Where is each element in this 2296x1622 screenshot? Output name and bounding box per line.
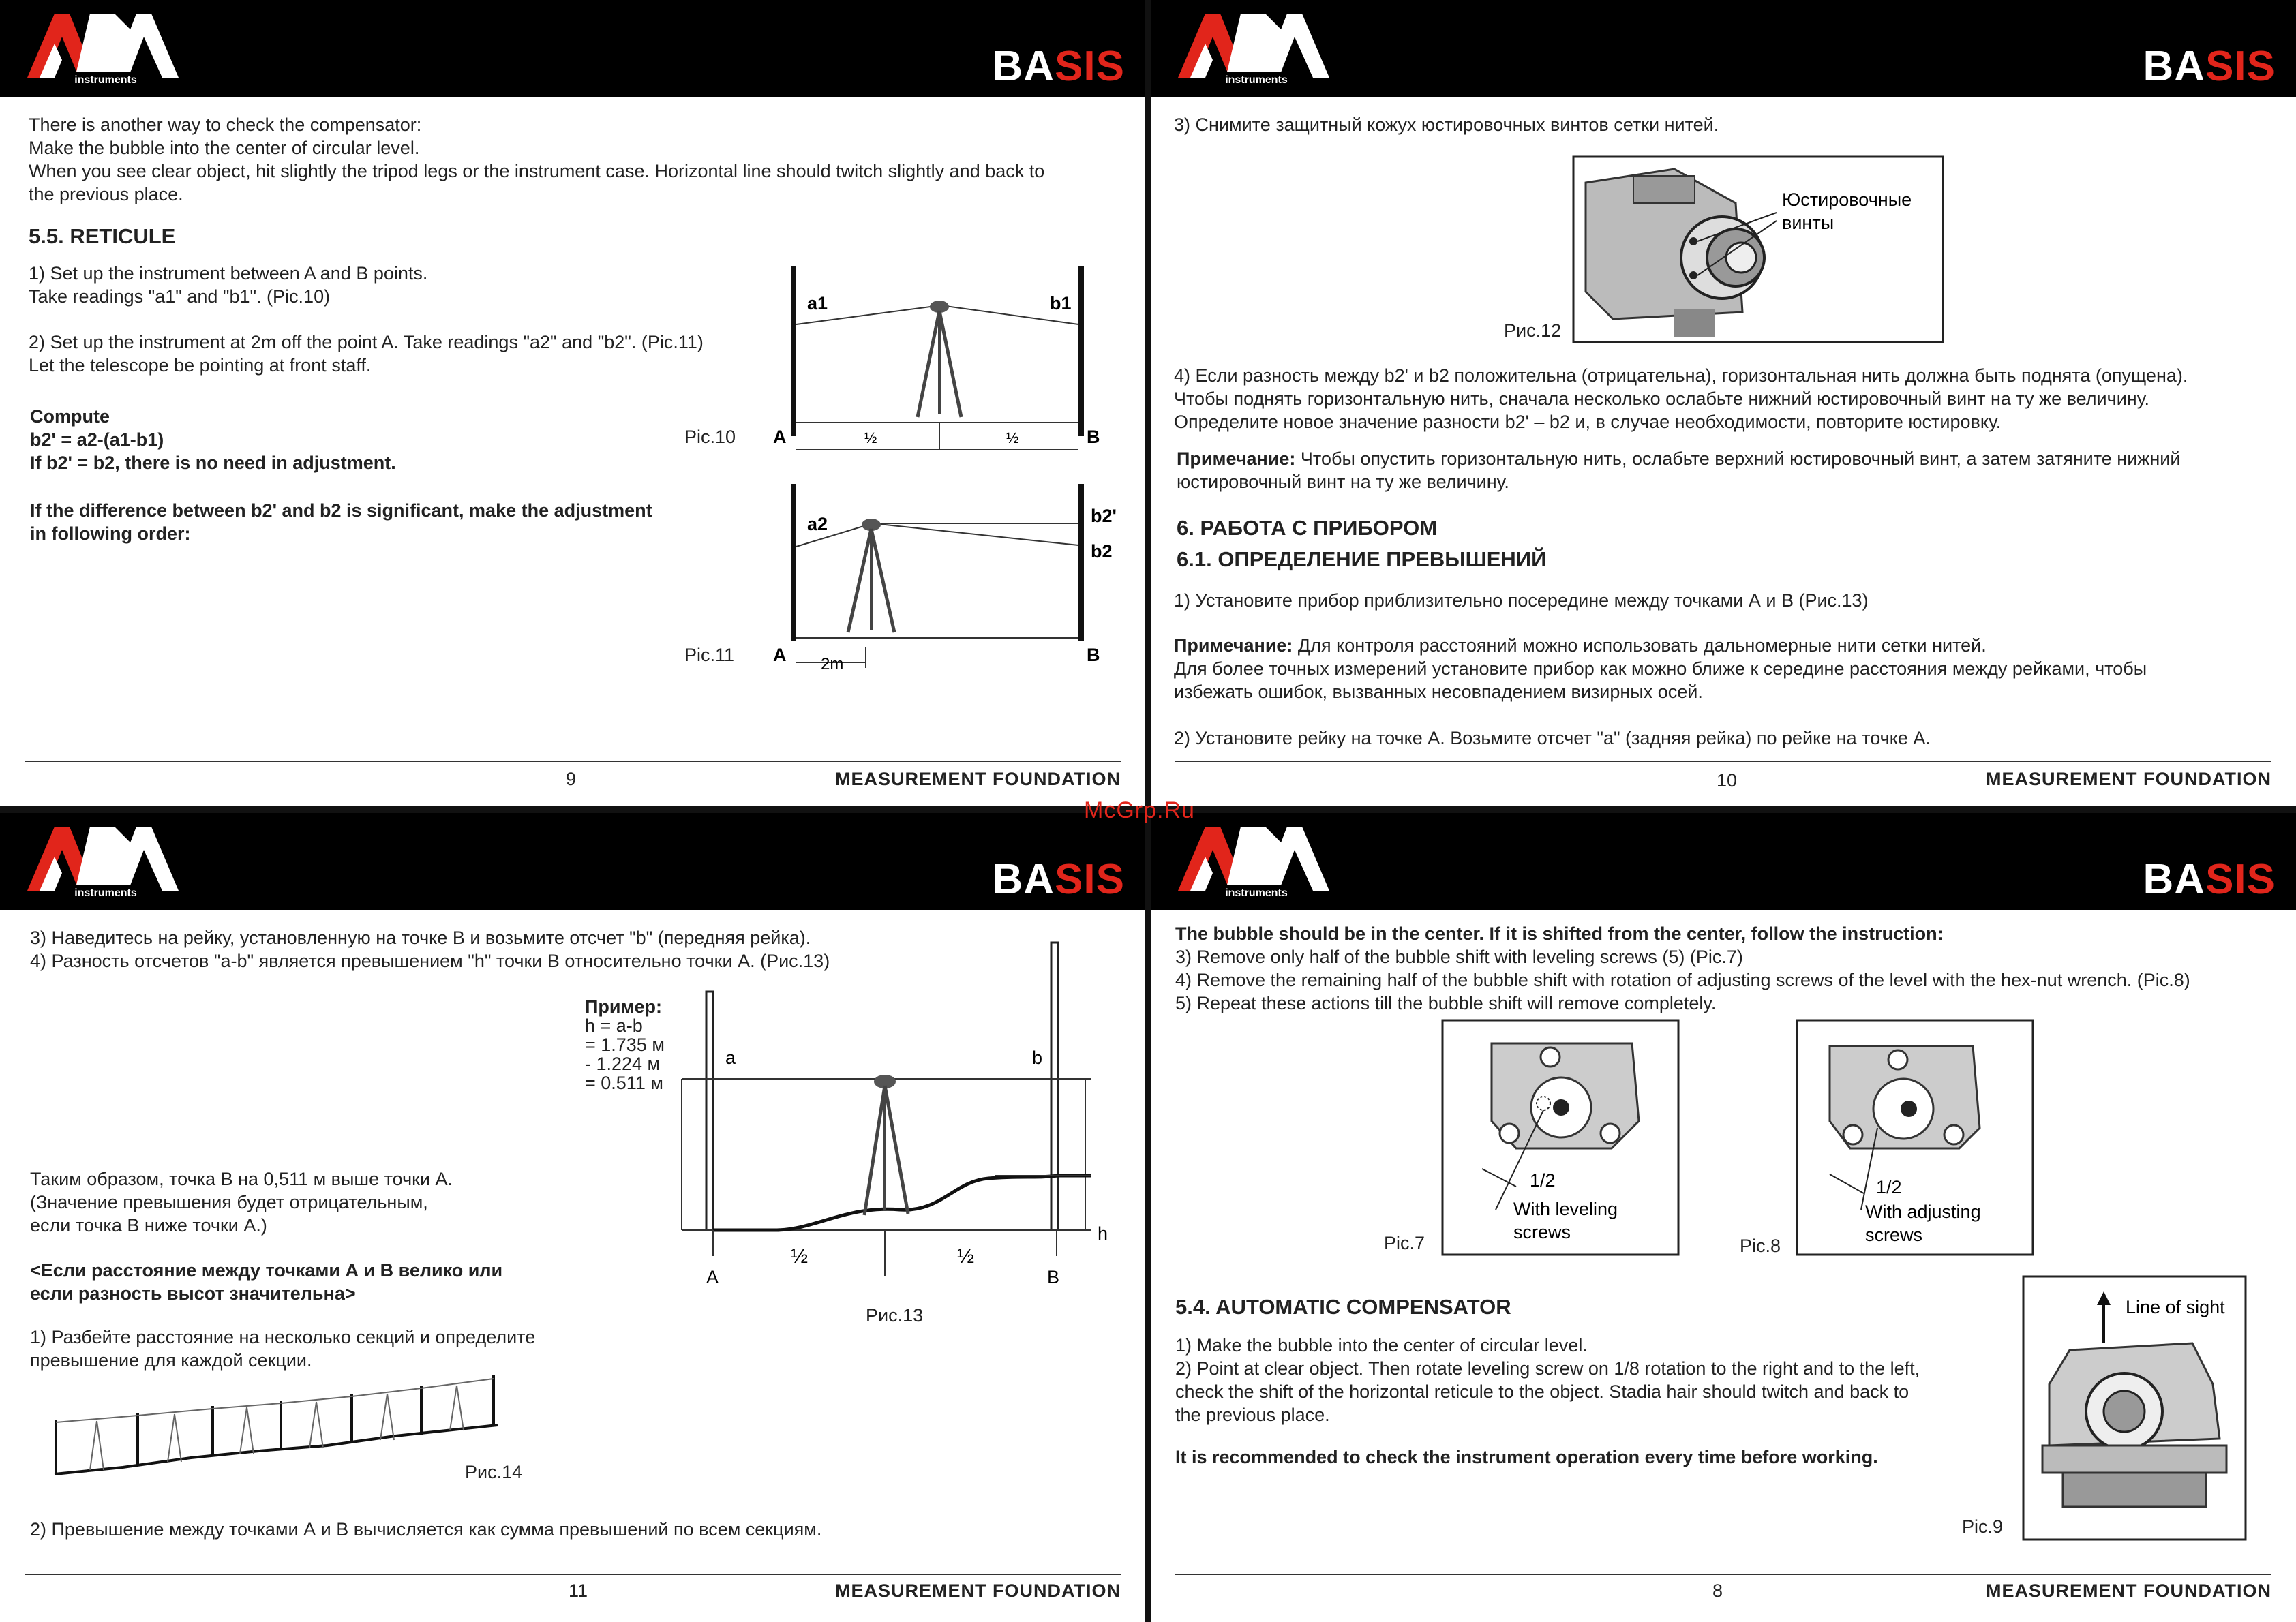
label-A: A xyxy=(773,645,787,665)
label-half: ½ xyxy=(957,1245,975,1268)
pic8-half: 1/2 xyxy=(1876,1177,1902,1197)
footer-title: MEASUREMENT FOUNDATION xyxy=(835,1580,1121,1601)
pic13-caption: Рис.13 xyxy=(866,1305,924,1326)
section-heading: 5.5. RETICULE xyxy=(29,224,176,248)
footer-title: MEASUREMENT FOUNDATION xyxy=(1986,1580,2271,1601)
compensator-steps: 1) Make the bubble into the center of circular level. 2) Point at clear object. Then rotate leveling screw on 1/8 rotation to the right and to the left, check the shift of the horizontal reticule to the object. Stadia hair should twitch and back to the previous place. xyxy=(1175,1335,1920,1425)
label-B: B xyxy=(1087,645,1100,665)
basis-logo: BASIS xyxy=(2143,43,2276,90)
label-half: ½ xyxy=(791,1245,809,1268)
pic8-caption: Pic.8 xyxy=(1740,1236,1781,1256)
pic9-caption: Pic.9 xyxy=(1962,1516,2004,1537)
example-block: Пример: h = a-b = 1.735 м - 1.224 м = 0.511 м xyxy=(585,996,665,1093)
pic14-caption: Рис.14 xyxy=(465,1462,523,1482)
pic7-caption: Pic.7 xyxy=(1384,1233,1425,1253)
compute-block: Compute b2' = a2-(a1-b1) If b2' = b2, there is no need in adjustment. xyxy=(30,406,396,473)
pic7-image xyxy=(1441,1019,1680,1256)
footer-rule xyxy=(25,761,1121,762)
label-2m: 2m xyxy=(821,655,844,673)
label-b: b xyxy=(1032,1047,1043,1068)
page-header xyxy=(1151,813,2296,910)
basis-logo: BASIS xyxy=(992,856,1125,903)
ada-logo xyxy=(27,10,184,89)
label-A: A xyxy=(773,427,787,447)
ada-logo xyxy=(1178,823,1335,902)
label-b2-prime: b2' xyxy=(1091,506,1117,526)
pic9-image xyxy=(2022,1275,2247,1541)
footer-rule xyxy=(25,1574,1121,1575)
result-text: Таким образом, точка В на 0,511 м выше точки А. (Значение превышения будет отрицательным, если точка В ниже точки А.) xyxy=(30,1169,453,1236)
pic14-diagram xyxy=(48,1372,511,1495)
step-1: 1) Set up the instrument between A and B points. Take readings "a1" and "b1". (Pic.10) xyxy=(29,263,428,307)
pic12-image xyxy=(1572,155,1944,343)
pic12-label-line1: Юстировочные xyxy=(1782,189,1912,210)
page-header xyxy=(0,813,1145,910)
label-a: a xyxy=(725,1047,736,1068)
page-number: 8 xyxy=(1712,1580,1723,1601)
logo-subtext: instruments xyxy=(1225,74,1288,86)
watermark: McGrp.Ru xyxy=(1084,797,1195,823)
section-heading: 5.4. AUTOMATIC COMPENSATOR xyxy=(1175,1295,1511,1319)
note-1: Примечание: Чтобы опустить горизонтальную нить, ослабьте верхний юстировочный винт, а затем затяните нижний юстировочный винт на ту же величину. xyxy=(1177,448,2181,492)
footer-title: MEASUREMENT FOUNDATION xyxy=(835,769,1121,789)
pic7-label-line1: With leveling xyxy=(1513,1199,1618,1219)
page-number: 11 xyxy=(569,1580,588,1601)
label-A: A xyxy=(706,1267,719,1287)
page-11 xyxy=(0,813,1145,1622)
pic8-label-line2: screws xyxy=(1865,1225,1923,1245)
pic13-diagram xyxy=(668,936,1118,1317)
label-a1: a1 xyxy=(807,293,828,313)
basis-logo: BASIS xyxy=(992,43,1125,90)
label-h: h xyxy=(1098,1223,1108,1244)
page-number: 10 xyxy=(1717,770,1738,791)
label-b2: b2 xyxy=(1091,541,1113,562)
step-3: 3) Наведитесь на рейку, установленную на точке В и возьмите отсчет "b" (передняя рейка). 4) Разность отсчетов "a-b" является превышением "h" точки В относительно точки А. (Рис.13) xyxy=(30,928,830,971)
pic7-half: 1/2 xyxy=(1530,1170,1556,1191)
long-distance-heading: <Если расстояние между точками А и В велико или если разность высот значительна> xyxy=(30,1260,503,1304)
footer-rule xyxy=(1175,1574,2271,1575)
page-header xyxy=(1151,0,2296,97)
footer-title: MEASUREMENT FOUNDATION xyxy=(1986,769,2271,789)
sum-step: 2) Превышение между точками А и В вычисляется как сумма превышений по всем секциям. xyxy=(30,1519,822,1540)
split-step: 1) Разбейте расстояние на несколько секций и определите превышение для каждой секции. xyxy=(30,1327,536,1371)
diff-note: If the difference between b2' and b2 is significant, make the adjustment in following order: xyxy=(30,500,652,544)
ada-logo xyxy=(27,823,184,902)
label-half: ½ xyxy=(864,429,877,446)
step-4: 4) Если разность между b2' и b2 положительна (отрицательна), горизонтальная нить должна быть поднята (опущена). Чтобы поднять горизонтальную нить, сначала несколько ослабьте нижний юстировочный винт на ту же величину. Определите новое значение разности b2' – b2 и, в случае необходимости, повторите юстировку. xyxy=(1174,365,2188,432)
bubble-instruction: The bubble should be in the center. If it is shifted from the center, follow the instruction: xyxy=(1175,923,1944,944)
footer-rule xyxy=(1175,761,2271,762)
step-1: 1) Установите прибор приблизительно посередине между точками А и В (Рис.13) xyxy=(1174,590,1869,611)
logo-subtext: instruments xyxy=(74,887,137,899)
basis-logo: BASIS xyxy=(2143,856,2276,903)
label-B: B xyxy=(1047,1267,1060,1287)
logo-subtext: instruments xyxy=(1225,887,1288,899)
section-heading-6-1: 6.1. ОПРЕДЕЛЕНИЕ ПРЕВЫШЕНИЙ xyxy=(1177,547,1547,571)
label-b1: b1 xyxy=(1050,293,1072,313)
pic8-label-line1: With adjusting xyxy=(1865,1202,1981,1222)
label-a2: a2 xyxy=(807,514,828,534)
page-number: 9 xyxy=(566,769,577,789)
step-2: 2) Установите рейку на точке А. Возьмите отсчет "а" (задняя рейка) по рейке на точке А. xyxy=(1174,728,1931,748)
label-half: ½ xyxy=(1006,429,1019,446)
section-heading-6: 6. РАБОТА С ПРИБОРОМ xyxy=(1177,516,1438,540)
pic12-label-line2: винты xyxy=(1782,213,1834,233)
line-of-sight-label: Line of sight xyxy=(2126,1297,2225,1317)
bubble-steps: 3) Remove only half of the bubble shift with leveling screws (5) (Pic.7) 4) Remove the remaining half of the bubble shift with rotation of adjusting screws of the level with the hex-nut wrench. (Pic.8) 5) Repeat these actions till the bubble shift will remove completely. xyxy=(1175,947,2190,1013)
pic10-caption: Pic.10 xyxy=(684,427,736,447)
intro-text: There is another way to check the compensator: Make the bubble into the center of circular level. When you see clear object, hit slightly the tripod legs or the instrument case. Horizontal line should twitch slightly and back to the previous place. xyxy=(29,114,1045,204)
label-B: B xyxy=(1087,427,1100,447)
note-2: Примечание: Для контроля расстояний можно использовать дальномерные нити сетки нитей. Для более точных измерений установите прибор как можно ближе к середине расстояния между рейками, чтобы избежать ошибок, вызванных несовпадением визирных осей. xyxy=(1174,635,2147,702)
page-9 xyxy=(0,0,1145,806)
page-header xyxy=(0,0,1145,97)
pic8-image xyxy=(1796,1019,2034,1256)
pic11-diagram xyxy=(764,477,1132,682)
page-10 xyxy=(1151,0,2296,806)
step-2: 2) Set up the instrument at 2m off the point A. Take readings "a2" and "b2". (Pic.11) Let the telescope be pointing at front staff. xyxy=(29,332,704,376)
pic7-label-line2: screws xyxy=(1513,1222,1571,1242)
pic12-caption: Рис.12 xyxy=(1504,320,1562,341)
page-8 xyxy=(1151,813,2296,1622)
pic10-diagram xyxy=(764,259,1118,457)
ada-logo xyxy=(1178,10,1335,89)
pic11-caption: Pic.11 xyxy=(684,645,735,665)
step-3: 3) Снимите защитный кожух юстировочных винтов сетки нитей. xyxy=(1174,114,1719,135)
recommendation: It is recommended to check the instrument operation every time before working. xyxy=(1175,1447,1878,1467)
logo-subtext: instruments xyxy=(74,74,137,86)
